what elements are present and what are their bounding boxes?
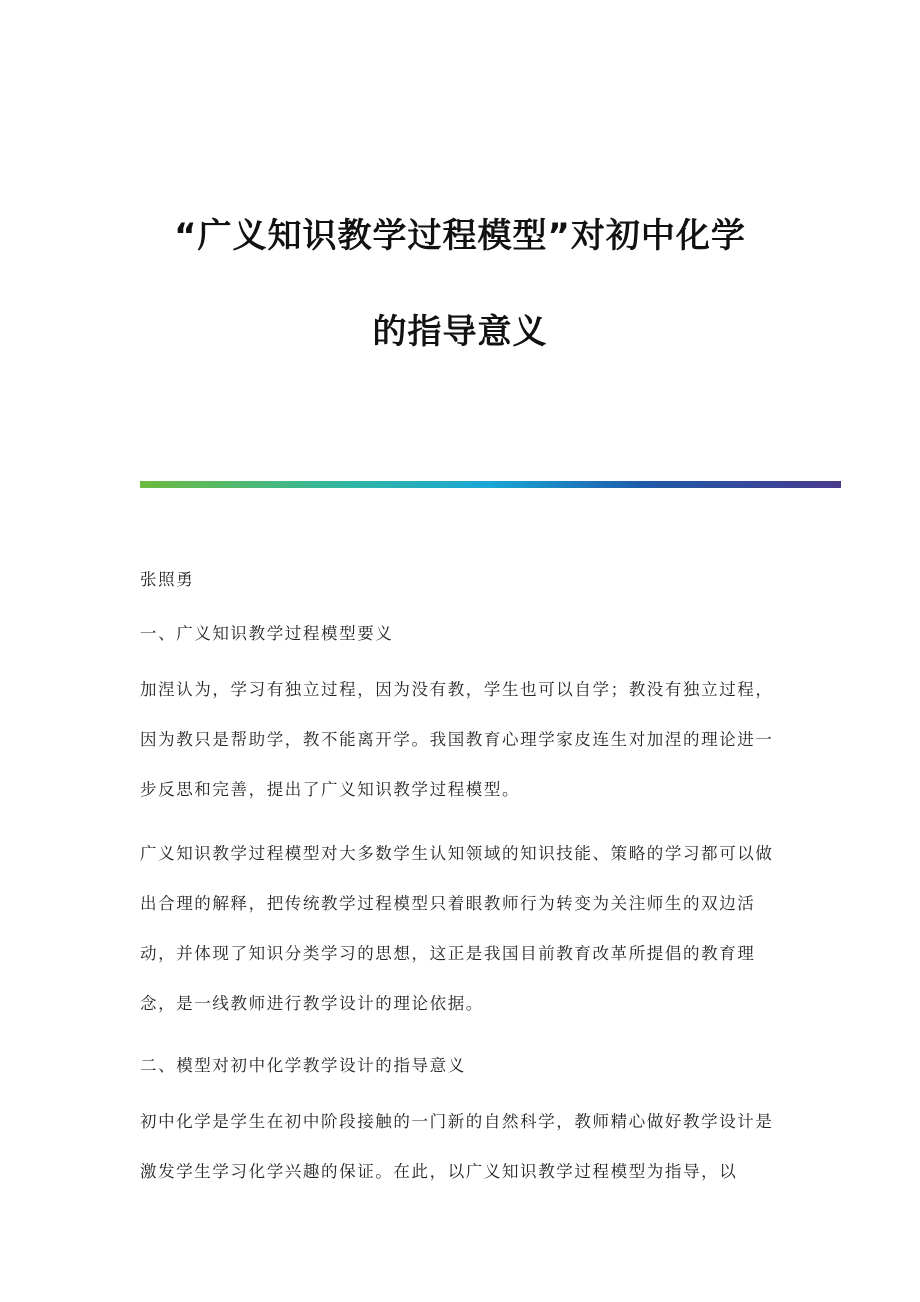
section-2-paragraph-1: 初中化学是学生在初中阶段接触的一门新的自然科学，教师精心做好教学设计是激发学生学习化学兴趣的保证。在此，以广义知识教学过程模型为指导，以 xyxy=(140,1112,774,1181)
author-name: 张照勇 xyxy=(140,570,195,589)
title-line-1: “广义知识教学过程模型”对初中化学 xyxy=(174,216,746,256)
section-2-heading: 二、模型对初中化学教学设计的指导意义 xyxy=(140,1056,466,1075)
gradient-divider xyxy=(140,481,841,488)
document-body xyxy=(140,562,780,1197)
section-1-paragraph-2: 广义知识教学过程模型对大多数学生认知领域的知识技能、策略的学习都可以做出合理的解释，把传统教学过程模型只着眼教师行为转变为关注师生的双边活动，并体现了知识分类学习的思想，这正是我国目前教育改革所提倡的教育理念，是一线教师进行教学设计的理论依据。 xyxy=(140,844,774,1013)
section-1-paragraph-1: 加涅认为，学习有独立过程，因为没有教，学生也可以自学；教没有独立过程，因为教只是帮助学，教不能离开学。我国教育心理学家皮连生对加涅的理论进一步反思和完善，提出了广义知识教学过程模型。 xyxy=(140,680,774,799)
document-title xyxy=(0,208,920,360)
title-line-2: 的指导意义 xyxy=(372,312,548,352)
section-1-heading: 一、广义知识教学过程模型要义 xyxy=(140,624,394,643)
